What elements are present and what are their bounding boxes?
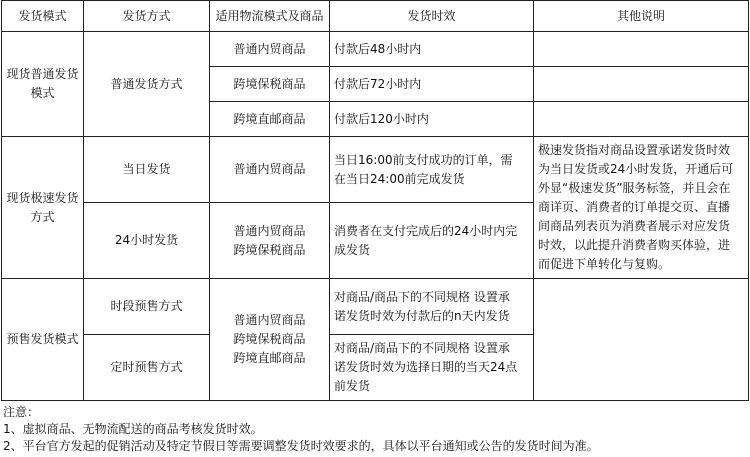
table-row [2,137,749,203]
timing-cell [330,203,534,279]
timing-line: 前发货 [334,379,371,393]
timing-line: 消费者在支付完成后的24小时内完 [334,223,518,238]
mode-label-line: 模式 [30,86,55,100]
footnote-item: 1、虚拟商品、无物流配送的商品考核发货时效。 [3,422,263,436]
timing-line: 诺发货时效为付款后的n天内发货 [334,308,510,323]
header-goods: 适用物流模式及商品 [210,1,330,32]
note-line: 外显“极速发货”服务标签，并且会在 [538,181,731,195]
timing-cell [330,137,534,203]
method-cell: 定时预售方式 [84,335,210,401]
note-line: 时效，以此提升消费者购买体验，进 [538,238,731,252]
method-cell: 普通发货方式 [84,32,210,137]
mode-label-line: 现货普通发货 [6,67,79,81]
goods-cell [210,279,330,401]
timing-line: 在当日24:00前完成发货 [334,171,465,186]
timing-cell: 付款后48小时内 [330,32,534,67]
mode-cell-normal [2,32,84,137]
goods-line: 跨境保税商品 [233,242,306,257]
header-row [2,1,749,32]
mode-cell-presale: 预售发货模式 [2,279,84,401]
timing-cell: 付款后72小时内 [330,67,534,102]
goods-line: 跨境保税商品 [233,332,306,346]
method-cell: 24小时发货 [84,203,210,279]
shipping-rules-table [1,0,749,401]
goods-line: 普通内贸商品 [233,162,306,176]
timing-cell [330,335,534,401]
goods-cell: 普通内贸商品 [210,32,330,67]
timing-cell: 付款后120小时内 [330,102,534,137]
notes-cell-empty [534,67,749,102]
footnote-item: 2、平台官方发起的促销活动及特定节假日等需要调整发货时效要求的，具体以平台通知或公告的发货时间为准。 [3,439,599,453]
method-cell: 当日发货 [84,137,210,203]
mode-cell-express [2,137,84,279]
note-line: 商详页、消费者的订单提交页、直播 [538,200,731,214]
timing-cell [330,279,534,335]
goods-line: 跨境直邮商品 [233,351,306,365]
header-mode: 发货模式 [2,1,84,32]
mode-label-line: 方式 [30,209,55,224]
notes-cell-empty [534,279,749,401]
footnotes-title: 注意： [3,405,40,419]
notes-cell-empty [534,32,749,67]
header-timing: 发货时效 [330,1,534,32]
mode-label-line: 现货极速发货 [6,190,79,205]
table-row [2,279,749,335]
goods-line: 普通内贸商品 [233,223,306,238]
note-line: 而促进下单转化与复购。 [538,257,671,271]
table-row [2,32,749,67]
note-line: 极速发货指对商品设置承诺发货时效 [538,143,731,157]
goods-cell: 跨境保税商品 [210,67,330,102]
timing-line: 对商品/商品下的不同规格 设置承 [334,289,510,304]
header-method: 发货方式 [84,1,210,32]
goods-cell [210,203,330,279]
goods-line: 普通内贸商品 [233,313,306,327]
goods-cell [210,137,330,203]
note-line: 为当日发货或24小时发货，开通后可 [538,162,734,176]
express-note-cell [534,137,749,279]
footnotes [3,404,747,455]
timing-line: 成发货 [334,242,371,257]
header-notes: 其他说明 [534,1,749,32]
timing-line: 当日16:00前支付成功的订单，需 [334,152,513,167]
goods-cell: 跨境直邮商品 [210,102,330,137]
notes-cell-empty [534,102,749,137]
timing-line: 对商品/商品下的不同规格 设置承 [334,341,510,355]
method-cell: 时段预售方式 [84,279,210,335]
timing-line: 诺发货时效为选择日期的当天24点 [334,360,518,374]
note-line: 间商品列表页为消费者展示对应发货 [538,219,731,233]
